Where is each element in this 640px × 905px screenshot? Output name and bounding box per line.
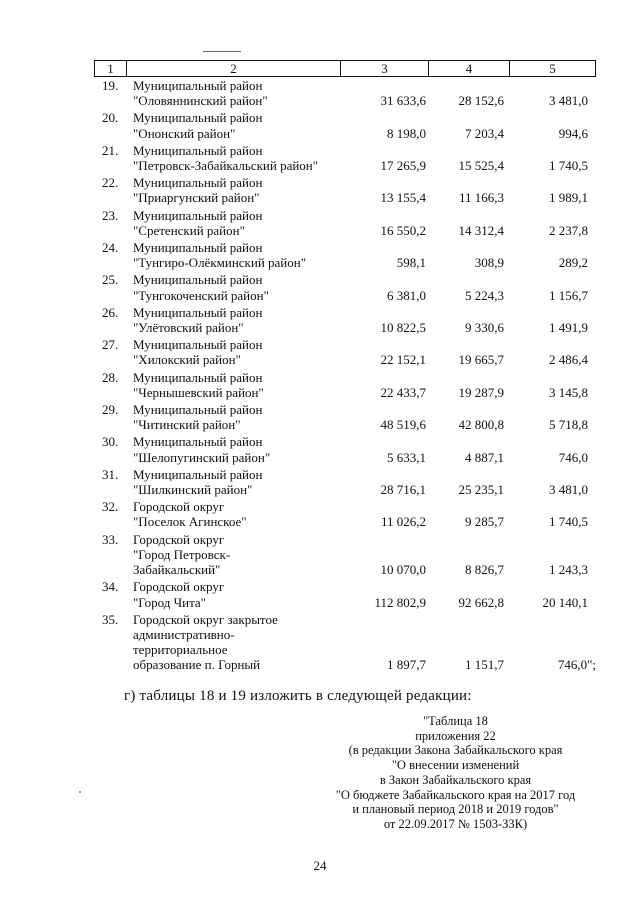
table-row [94,402,602,432]
table-row [94,240,602,270]
caption-line: и плановый период 2018 и 2019 годов" [352,802,559,817]
row-name-line: "Ононский район" [133,125,236,141]
intro-text: г) таблицы 18 и 19 изложить в следующей редакции: [124,688,472,704]
caption-line: от 22.09.2017 № 1503-ЗЗК) [383,816,528,831]
row-name [133,305,343,335]
row-number: 31. [102,466,119,482]
cell-value-col4: 15 525,4 [458,158,504,174]
row-number: 29. [102,402,119,418]
table-row [94,467,602,497]
cell-value-col3: 598,1 [396,255,426,271]
row-number: 30. [102,434,119,450]
row-name [133,110,343,140]
row-name [133,175,343,205]
row-name-line: Муниципальный район [133,402,263,418]
table-row [94,110,602,140]
row-number: 22. [102,175,119,191]
table-row [94,370,602,400]
caption-line: "О бюджете Забайкальского края на 2017 год [335,787,576,802]
table-row [94,272,602,302]
page-number: 24 [313,858,327,873]
table-row [94,532,602,578]
table-row [94,305,602,335]
row-name-line: Муниципальный район [133,337,263,353]
cell-value-col3: 13 155,4 [380,190,426,206]
column-header: 3 [341,61,429,76]
cell-value-col5: 1 156,7 [549,287,588,303]
row-number: 27. [102,337,119,353]
cell-value-col4: 8 826,7 [465,562,504,578]
row-name-line: "Хилокский район" [133,352,241,368]
row-number: 19. [102,78,119,93]
row-name-line: образование п. Горный [133,657,261,673]
row-name-line: Муниципальный район [133,272,263,288]
table-row [94,208,602,238]
row-name-line: Муниципальный район [133,369,263,385]
row-name-line: "Улётовский район" [133,320,244,336]
row-name [133,240,343,270]
row-name-line: "Поселок Агинское" [133,514,247,530]
cell-value-col4: 9 285,7 [465,514,504,530]
table-row [94,434,602,464]
row-number: 20. [102,110,119,126]
cell-value-col5: 746,0 [558,449,588,465]
row-name-line: "Читинский район" [133,417,241,433]
row-name [133,208,343,238]
cell-value-col3: 112 802,9 [374,594,426,610]
row-name-line: "Сретенский район" [133,222,245,238]
cell-value-col5: 5 718,8 [549,417,588,433]
row-name-line: Городской округ [133,499,225,515]
row-name-line: "Шелопугинский район" [133,449,271,465]
cell-value-col4: 5 224,3 [465,287,504,303]
row-name [133,579,343,609]
row-number: 34. [102,579,119,595]
row-name-line: "Петровск-Забайкальский район" [133,158,319,174]
cell-value-col5: 1 989,1 [549,190,588,206]
row-name-line: Муниципальный район [133,78,263,93]
row-name [133,370,343,400]
cell-value-col5: 1 491,9 [549,320,588,336]
table-row [94,143,602,173]
cell-value-col4: 1 151,7 [465,657,504,673]
table-row [94,612,602,673]
cell-value-col5: 1 740,5 [549,158,588,174]
table-row [94,78,602,108]
row-name-line: Муниципальный район [133,110,263,126]
cell-value-col5: 289,2 [558,255,588,271]
cell-value-col5: 1 243,3 [549,562,588,578]
cell-value-col3: 22 152,1 [380,352,426,368]
row-name [133,272,343,302]
row-name-line: "Приаргунский район" [133,190,260,206]
row-name-line: Городской округ [133,531,225,547]
cell-value-col4: 28 152,6 [458,93,504,109]
cell-value-col4: 11 166,3 [458,190,504,206]
cell-value-col4: 4 887,1 [465,449,504,465]
cell-value-col5: 3 145,8 [549,384,588,400]
row-name-line: "Тунгиро-Олёкминский район" [133,255,307,271]
row-name [133,499,343,529]
cell-value-col5: 994,6 [558,125,588,141]
row-name-line: "Шилкинский район" [133,482,253,498]
cell-value-col3: 10 822,5 [380,320,426,336]
table-row [94,337,602,367]
cell-value-col5: 1 740,5 [549,514,588,530]
cell-value-col3: 28 716,1 [380,482,426,498]
caption-line: "О внесении изменений [391,758,520,773]
cell-value-col4: 7 203,4 [465,125,504,141]
row-name [133,337,343,367]
cell-value-col5: 2 486,4 [549,352,588,368]
row-number: 24. [102,240,119,256]
table-body [94,78,602,673]
row-name [133,434,343,464]
row-number: 32. [102,499,119,515]
cell-value-col5: 2 237,8 [549,222,588,238]
table-row [94,579,602,609]
row-number: 28. [102,369,119,385]
cell-value-col4: 92 662,8 [458,594,504,610]
table-caption [318,714,593,832]
cell-value-col3: 31 633,6 [380,93,426,109]
row-name [133,532,343,578]
cell-value-col4: 19 287,9 [458,384,504,400]
cell-value-col3: 11 026,2 [380,514,426,530]
cell-value-col3: 1 897,7 [387,657,426,673]
row-name-line: Муниципальный район [133,175,263,191]
caption-line: "Таблица 18 [423,714,488,728]
row-number: 25. [102,272,119,288]
column-header: 2 [127,61,341,76]
cell-value-col5: 746,0"; [557,657,596,673]
cell-value-col5: 3 481,0 [549,93,588,109]
row-name-line: территориальное [133,642,228,658]
row-name-line: Муниципальный район [133,240,263,256]
row-name-line: Муниципальный район [133,434,263,450]
cell-value-col3: 17 265,9 [380,158,426,174]
scan-speck [79,791,81,793]
table-row [94,175,602,205]
cell-value-col3: 22 433,7 [380,384,426,400]
caption-line: (в редакции Закона Забайкальского края [348,743,563,758]
row-number: 35. [102,611,119,627]
row-name-line: Городской округ закрытое [133,611,278,627]
row-number: 33. [102,531,119,547]
cell-value-col4: 9 330,6 [465,320,504,336]
caption-line: в Закон Забайкальского края [379,772,532,787]
header-rule [203,51,241,52]
row-name-line: "Город Петровск- [133,546,231,562]
caption-line: приложения 22 [415,728,496,743]
column-header: 5 [549,61,556,76]
cell-value-col3: 10 070,0 [380,562,426,578]
row-name [133,402,343,432]
row-name [133,467,343,497]
column-header: 4 [429,61,510,76]
row-name-line: Муниципальный район [133,304,263,320]
cell-value-col5: 3 481,0 [549,482,588,498]
cell-value-col3: 48 519,6 [380,417,426,433]
row-name [133,78,343,108]
row-name-line: Городской округ [133,579,225,595]
table-header [94,60,596,77]
cell-value-col3: 6 381,0 [387,287,426,303]
column-header: 1 [95,61,127,76]
cell-value-col3: 5 633,1 [387,449,426,465]
row-number: 23. [102,207,119,223]
row-name-line: Забайкальский" [133,562,221,578]
cell-value-col3: 16 550,2 [380,222,426,238]
cell-value-col5: 20 140,1 [542,594,588,610]
row-name [133,143,343,173]
row-name [133,612,343,673]
row-name-line: Муниципальный район [133,207,263,223]
table-row [94,499,602,529]
row-name-line: Муниципальный район [133,466,263,482]
row-name-line: Муниципальный район [133,142,263,158]
row-name-line: административно- [133,626,235,642]
cell-value-col4: 19 665,7 [458,352,504,368]
cell-value-col4: 25 235,1 [458,482,504,498]
row-name-line: "Оловяннинский район" [133,93,268,109]
cell-value-col4: 14 312,4 [458,222,504,238]
cell-value-col4: 308,9 [474,255,504,271]
row-name-line: "Город Чита" [133,594,206,610]
row-number: 26. [102,304,119,320]
cell-value-col4: 42 800,8 [458,417,504,433]
row-number: 21. [102,142,119,158]
row-name-line: "Тунгокоченский район" [133,287,269,303]
cell-value-col3: 8 198,0 [387,125,426,141]
row-name-line: "Чернышевский район" [133,384,264,400]
